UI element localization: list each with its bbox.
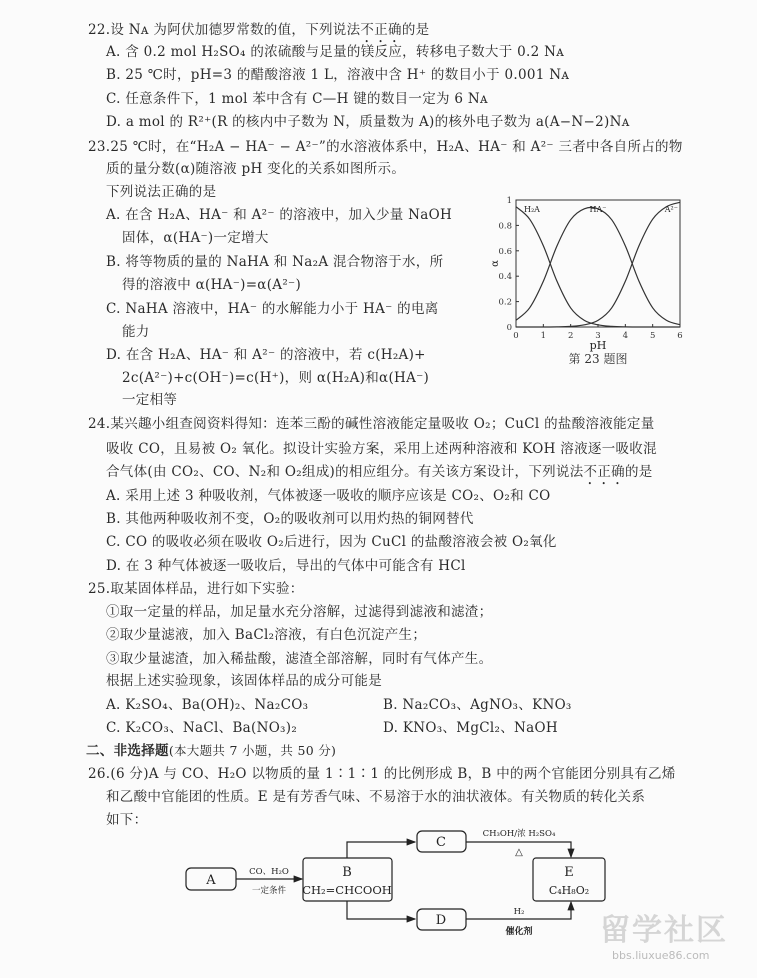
q23-option-c-cont: 能力 — [122, 324, 150, 340]
section-note: (本大题共 7 小题，共 50 分) — [168, 743, 337, 758]
box-a-label: A — [206, 873, 216, 888]
arrow-ce-condition: △ — [515, 847, 523, 858]
q26-stem-line2: 和乙酸中官能团的性质。E 是有芳香气味、不易溶于水的油状液体。有关物质的转化关系 — [106, 789, 646, 805]
q24-option-a: A. 采用上述 3 种吸收剂，气体被逐一吸收的顺序应该是 CO₂、O₂和 CO — [106, 488, 551, 504]
box-e-formula: C₄H₈O₂ — [548, 884, 590, 897]
q23-stem-line2: 质的量分数(α)随溶液 pH 变化的关系如图所示。 — [106, 161, 406, 177]
q25-step-3: ③取少量滤渣，加入稀盐酸，滤渣全部溶解，同时有气体产生。 — [106, 651, 493, 667]
x-tick-label: 0 — [513, 331, 519, 341]
q23-option-d: D. 在含 H₂A、HA⁻ 和 A²⁻ 的溶液中，若 c(H₂A)+ — [106, 347, 426, 363]
q25-option-c: C. K₂CO₃、NaCl、Ba(NO₃)₂ — [106, 720, 298, 736]
x-tick-label: 2 — [567, 331, 574, 341]
q25-option-d: D. KNO₃、MgCl₂、NaOH — [383, 720, 558, 736]
stem-text: 合气体(由 CO₂、CO、N₂和 O₂组成)的相应组分。有关该方案设计，下列说法 — [106, 464, 584, 480]
q24-option-c: C. CO 的吸收必须在吸收 O₂后进行，因为 CuCl 的盐酸溶液会被 O₂氧化 — [106, 534, 557, 550]
series-label-ha: HA⁻ — [589, 205, 607, 214]
series-line-ha — [516, 207, 680, 324]
stem-text: 的是 — [401, 22, 430, 38]
q23-option-d-cont2: 一定相等 — [122, 392, 178, 408]
arrow-ab-condition: 一定条件 — [251, 886, 287, 896]
logo-url: bbs.liuxue86.com — [612, 949, 710, 962]
q26-stem-line3: 如下： — [106, 812, 148, 828]
q23-option-c: C. NaHA 溶液中，HA⁻ 的水解能力小于 HA⁻ 的电离 — [106, 301, 439, 317]
q23-option-a: A. 在含 H₂A、HA⁻ 和 A²⁻ 的溶液中，加入少量 NaOH — [106, 207, 453, 223]
question-number: 24. — [88, 416, 111, 432]
stem-text: 设 Nᴀ 为阿伏加德罗常数的值，下列说法 — [110, 22, 361, 38]
q24-option-b: B. 其他两种吸收剂不变，O₂的吸收剂可以用灼热的铜网替代 — [106, 511, 474, 527]
q22-option-c: C. 任意条件下，1 mol 苯中含有 C—H 键的数目一定为 6 Nᴀ — [106, 91, 488, 107]
speciation-chart — [490, 190, 690, 390]
box-b-label: B — [342, 865, 352, 880]
section-title: 二、非选择题 — [86, 743, 169, 759]
y-tick-label: 0.8 — [498, 221, 512, 232]
arrow-ab-reagent: CO、H₂O — [249, 867, 289, 877]
question-number: 26. — [88, 766, 111, 782]
box-e-label: E — [564, 865, 574, 880]
q26-stem — [88, 764, 676, 784]
q23-option-b: B. 将等物质的量的 NaHA 和 Na₂A 混合物溶于水，所 — [106, 254, 444, 270]
y-tick-label: 0.2 — [498, 297, 512, 308]
arrow-ce-reagent: CH₃OH/浓 H₂SO₄ — [482, 829, 556, 839]
q25-stem — [88, 579, 304, 599]
y-tick-label: 1 — [506, 196, 512, 206]
q25-step-1: ①取一定量的样品，加足量水充分溶解，过滤得到滤液和滤渣； — [106, 604, 493, 620]
y-axis-label: α — [490, 260, 501, 267]
series-line-a2 — [516, 202, 680, 327]
q25-step-2: ②取少量滤液，加入 BaCl₂溶液，有白色沉淀产生； — [106, 627, 427, 643]
q24-stem-line3 — [106, 462, 653, 488]
q25-option-a: A. K₂SO₄、Ba(OH)₂、Na₂CO₃ — [106, 697, 309, 713]
box-d-label: D — [435, 913, 447, 928]
q24-stem — [88, 414, 655, 434]
x-tick-label: 5 — [649, 331, 656, 341]
y-tick-label: 0.6 — [498, 246, 512, 257]
q25-prompt: 根据上述实验现象，该固体样品的成分可能是 — [106, 673, 382, 689]
x-tick-label: 3 — [595, 331, 601, 341]
x-tick-label: 4 — [622, 331, 629, 341]
q22-option-b: B. 25 ℃时，pH=3 的醋酸溶液 1 L，溶液中含 H⁺ 的数目小于 0.001 Nᴀ — [106, 67, 570, 83]
section-heading — [86, 741, 336, 761]
series-label-a2: A²⁻ — [664, 205, 678, 214]
stem-text: 的是 — [624, 464, 653, 480]
box-b-formula: CH₂=CHCOOH — [302, 883, 392, 897]
emphasis-text: 不正确 — [583, 464, 625, 480]
q22-option-d: D. a mol 的 R²⁺(R 的核内中子数为 N，质量数为 A)的核外电子数为 a(A−N−2)Nᴀ — [106, 114, 630, 130]
q23-option-b-cont: 得的溶液中 α(HA⁻)=α(A²⁻) — [122, 277, 302, 293]
x-axis-label: pH — [589, 339, 607, 352]
q24-stem-line2: 吸收 CO，且易被 O₂ 氧化。拟设计实验方案，采用上述两种溶液和 KOH 溶液逐一吸收混 — [106, 441, 657, 457]
q23-prompt: 下列说法正确的是 — [106, 184, 217, 200]
series-line-h2a — [516, 207, 680, 327]
question-number: 23. — [88, 139, 111, 155]
stem-text: 某兴趣小组查阅资料得知：连苯三酚的碱性溶液能定量吸收 O₂；CuCl 的盐酸溶液能定量 — [110, 416, 655, 432]
reaction-flow-diagram — [175, 822, 615, 942]
stem-text: (6 分)A 与 CO、H₂O 以物质的量 1∶1∶1 的比例形成 B，B 中的两个官能团分别具有乙烯 — [110, 766, 676, 782]
plot-frame — [516, 200, 680, 327]
q24-option-d: D. 在 3 种气体被逐一吸收后，导出的气体中可能含有 HCl — [106, 558, 466, 574]
question-number: 22. — [88, 22, 111, 38]
logo-text: 留学社区 — [600, 913, 728, 948]
question-number: 25. — [88, 581, 111, 597]
arrow-b-c — [347, 842, 415, 858]
q23-option-a-cont: 固体，α(HA⁻)一定增大 — [122, 230, 269, 246]
x-tick-label: 1 — [540, 331, 547, 341]
y-tick-label: 0.4 — [498, 272, 512, 283]
box-c-label: C — [436, 835, 446, 850]
series-label-h2a: H₂A — [524, 205, 540, 214]
site-watermark-logo — [600, 905, 728, 962]
figure-caption: 第 23 题图 — [568, 352, 628, 366]
y-tick-label: 0 — [506, 323, 512, 333]
arrow-de-condition: 催化剂 — [505, 927, 533, 937]
x-tick-label: 6 — [677, 331, 683, 341]
stem-text: 取某固体样品，进行如下实验： — [110, 581, 304, 597]
q23-option-d-cont: 2c(A²⁻)+c(OH⁻)=c(H⁺)，则 α(H₂A)和α(HA⁻) — [122, 370, 430, 386]
stem-text: 25 ℃时，在“H₂A − HA⁻ − A²⁻”的水溶液体系中，H₂A、HA⁻ 和 A²⁻ 三者中各自所占的物 — [110, 139, 683, 155]
q25-option-b: B. Na₂CO₃、AgNO₃、KNO₃ — [383, 697, 572, 713]
q22-option-a: A. 含 0.2 mol H₂SO₄ 的浓硫酸与足量的镁反应，转移电子数大于 0.2 Nᴀ — [106, 44, 565, 60]
q23-stem — [88, 137, 683, 157]
emphasis-text: 不正确 — [360, 22, 402, 38]
arrow-de-reagent: H₂ — [513, 907, 525, 917]
arrow-b-d — [347, 901, 415, 919]
